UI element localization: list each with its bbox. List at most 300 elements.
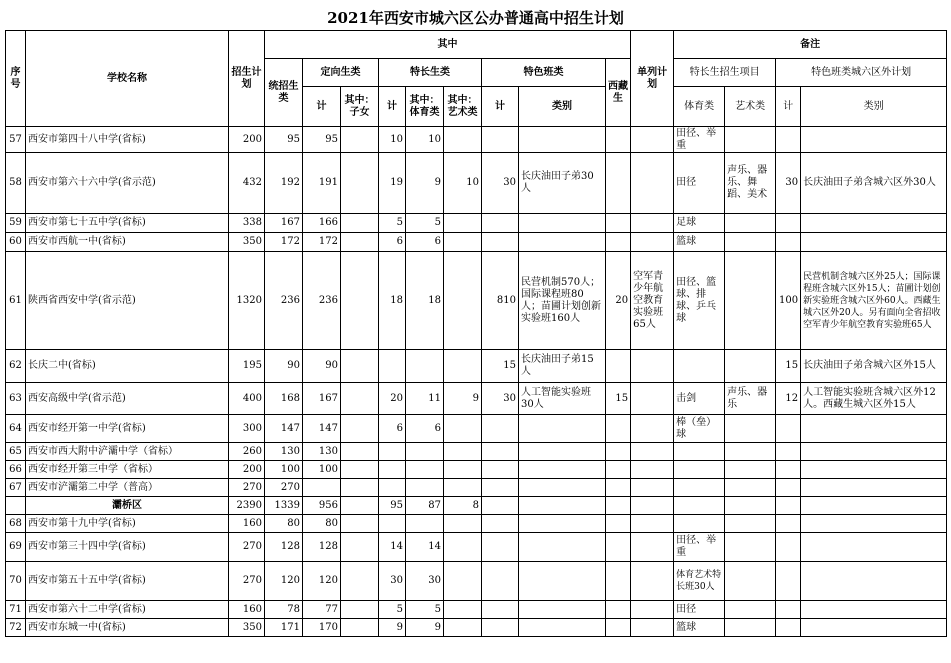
- cell-dx-total: 172: [303, 233, 341, 252]
- cell-note-art: [725, 619, 776, 637]
- table-row: [6, 153, 947, 214]
- cell-tongzhao: 270: [265, 479, 303, 497]
- cell-dx-total: [303, 479, 341, 497]
- cell-note-art: [725, 415, 776, 443]
- header-ts-total: 计: [482, 87, 519, 127]
- cell-tc-sport: 11: [406, 383, 444, 415]
- cell-ts-type: [519, 515, 606, 533]
- cell-dx-child: [341, 533, 379, 562]
- cell-ts-total: [482, 497, 519, 515]
- cell-tc-total: [379, 479, 406, 497]
- table-row: [6, 415, 947, 443]
- cell-xizang: [606, 562, 631, 601]
- cell-dx-total: 956: [303, 497, 341, 515]
- cell-out-total: [776, 127, 801, 153]
- cell-ts-total: [482, 233, 519, 252]
- cell-school: 西安市第五十五中学(省标): [26, 562, 229, 601]
- cell-danlie: [631, 233, 674, 252]
- cell-danlie: [631, 619, 674, 637]
- cell-ts-type: [519, 479, 606, 497]
- cell-ts-type: [519, 533, 606, 562]
- table-row: [6, 479, 947, 497]
- cell-ts-total: [482, 461, 519, 479]
- cell-dx-total: 128: [303, 533, 341, 562]
- cell-xizang: [606, 127, 631, 153]
- cell-out-type: [801, 214, 947, 233]
- table-row: [6, 461, 947, 479]
- cell-note-sport: 击剑: [674, 383, 725, 415]
- cell-dx-child: [341, 153, 379, 214]
- cell-tc-art: [444, 515, 482, 533]
- cell-seq: 65: [6, 443, 26, 461]
- cell-tc-sport: 14: [406, 533, 444, 562]
- cell-xizang: [606, 233, 631, 252]
- cell-out-total: [776, 461, 801, 479]
- cell-out-total: [776, 415, 801, 443]
- table-row: [6, 533, 947, 562]
- cell-xizang: [606, 153, 631, 214]
- cell-tc-art: [444, 252, 482, 350]
- cell-seq: 64: [6, 415, 26, 443]
- cell-plan: 270: [229, 533, 265, 562]
- cell-tongzhao: 80: [265, 515, 303, 533]
- cell-xizang: [606, 461, 631, 479]
- header-tc-total: 计: [379, 87, 406, 127]
- cell-district-name: 灞桥区: [26, 497, 229, 515]
- cell-note-sport: 棒（垒）球: [674, 415, 725, 443]
- header-tc-art: 其中：艺术类: [444, 87, 482, 127]
- cell-dx-child: [341, 479, 379, 497]
- cell-note-sport: 田径: [674, 153, 725, 214]
- cell-tc-total: 18: [379, 252, 406, 350]
- cell-tongzhao: 130: [265, 443, 303, 461]
- cell-danlie: [631, 214, 674, 233]
- cell-out-total: [776, 515, 801, 533]
- cell-danlie: [631, 443, 674, 461]
- cell-seq: 63: [6, 383, 26, 415]
- cell-out-total: 30: [776, 153, 801, 214]
- cell-dx-total: 80: [303, 515, 341, 533]
- cell-school: 西安市第六十六中学(省示范): [26, 153, 229, 214]
- cell-out-type: 民营机制含城六区外25人；国际课程班含城六区外15人；苗圃计划创新实验班含城六区外60人。西藏生城六区外20人。另有面向全省招收空军青少年航空教育实验班65人: [801, 252, 947, 350]
- cell-out-total: [776, 497, 801, 515]
- cell-tongzhao: 100: [265, 461, 303, 479]
- cell-dx-child: [341, 619, 379, 637]
- cell-out-type: [801, 533, 947, 562]
- cell-seq: 66: [6, 461, 26, 479]
- cell-tc-art: 10: [444, 153, 482, 214]
- cell-xizang: [606, 214, 631, 233]
- cell-dx-child: [341, 562, 379, 601]
- cell-out-type: [801, 601, 947, 619]
- cell-plan: 432: [229, 153, 265, 214]
- cell-dx-total: 166: [303, 214, 341, 233]
- cell-xizang: [606, 350, 631, 383]
- cell-out-type: [801, 619, 947, 637]
- cell-tc-sport: 6: [406, 415, 444, 443]
- cell-xizang: [606, 619, 631, 637]
- table-row: [6, 350, 947, 383]
- cell-seq: 61: [6, 252, 26, 350]
- header-danlie: 单列计划: [631, 31, 674, 127]
- header-beizhu: 备注: [674, 31, 947, 59]
- cell-seq: 69: [6, 533, 26, 562]
- cell-school: 西安市浐灞第二中学（普高）: [26, 479, 229, 497]
- header-qizhong: 其中: [265, 31, 631, 59]
- cell-note-art: [725, 515, 776, 533]
- cell-danlie: [631, 515, 674, 533]
- cell-note-sport: [674, 497, 725, 515]
- cell-tc-total: 5: [379, 214, 406, 233]
- cell-tc-total: 19: [379, 153, 406, 214]
- cell-tc-sport: 5: [406, 601, 444, 619]
- header-ts-type: 类别: [519, 87, 606, 127]
- cell-ts-type: [519, 415, 606, 443]
- cell-dx-total: 95: [303, 127, 341, 153]
- cell-ts-type: [519, 562, 606, 601]
- cell-tongzhao: 172: [265, 233, 303, 252]
- cell-school: 西安高级中学(省示范): [26, 383, 229, 415]
- cell-tc-sport: [406, 350, 444, 383]
- cell-note-sport: 田径、篮球、排球、乒乓球: [674, 252, 725, 350]
- cell-tc-total: [379, 461, 406, 479]
- cell-seq: 59: [6, 214, 26, 233]
- cell-out-type: [801, 515, 947, 533]
- cell-dx-child: [341, 383, 379, 415]
- cell-note-sport: [674, 443, 725, 461]
- cell-note-art: [725, 233, 776, 252]
- cell-school: 长庆二中(省标): [26, 350, 229, 383]
- cell-note-art: [725, 214, 776, 233]
- cell-ts-total: 30: [482, 383, 519, 415]
- cell-ts-type: [519, 214, 606, 233]
- cell-ts-total: [482, 562, 519, 601]
- cell-note-art: [725, 601, 776, 619]
- cell-seq: 67: [6, 479, 26, 497]
- cell-ts-type: 人工智能实验班30人: [519, 383, 606, 415]
- cell-seq: 62: [6, 350, 26, 383]
- cell-tc-sport: 10: [406, 127, 444, 153]
- cell-dx-child: [341, 515, 379, 533]
- cell-tongzhao: 90: [265, 350, 303, 383]
- cell-tongzhao: 1339: [265, 497, 303, 515]
- cell-dx-total: 147: [303, 415, 341, 443]
- page-title: 2021年西安市城六区公办普通高中招生计划: [327, 9, 624, 27]
- cell-tc-art: [444, 479, 482, 497]
- cell-tc-sport: 9: [406, 153, 444, 214]
- cell-plan: 270: [229, 479, 265, 497]
- cell-out-total: [776, 479, 801, 497]
- cell-seq: 70: [6, 562, 26, 601]
- table-row: [6, 443, 947, 461]
- cell-xizang: [606, 415, 631, 443]
- cell-plan: 195: [229, 350, 265, 383]
- cell-out-total: 100: [776, 252, 801, 350]
- cell-tc-sport: 9: [406, 619, 444, 637]
- cell-xizang: 15: [606, 383, 631, 415]
- cell-school: 西安市东城一中(省标): [26, 619, 229, 637]
- cell-out-total: [776, 233, 801, 252]
- cell-note-sport: [674, 479, 725, 497]
- cell-tc-total: [379, 443, 406, 461]
- cell-dx-child: [341, 350, 379, 383]
- cell-dx-total: 236: [303, 252, 341, 350]
- cell-tongzhao: 78: [265, 601, 303, 619]
- cell-out-type: [801, 233, 947, 252]
- cell-dx-total: 120: [303, 562, 341, 601]
- cell-tongzhao: 120: [265, 562, 303, 601]
- header-techang: 特长生类: [379, 59, 482, 87]
- cell-danlie: [631, 127, 674, 153]
- cell-plan: 200: [229, 127, 265, 153]
- cell-school: 陕西省西安中学(省示范): [26, 252, 229, 350]
- cell-school: 西安市第三十四中学(省标): [26, 533, 229, 562]
- cell-dx-total: 77: [303, 601, 341, 619]
- cell-tc-sport: [406, 479, 444, 497]
- cell-xizang: [606, 497, 631, 515]
- cell-tongzhao: 167: [265, 214, 303, 233]
- cell-danlie: [631, 497, 674, 515]
- cell-out-total: 15: [776, 350, 801, 383]
- cell-ts-type: [519, 443, 606, 461]
- cell-tc-art: [444, 415, 482, 443]
- cell-danlie: [631, 562, 674, 601]
- cell-out-total: [776, 443, 801, 461]
- cell-danlie: 空军青少年航空教育实验班65人: [631, 252, 674, 350]
- cell-danlie: [631, 415, 674, 443]
- cell-tc-total: 14: [379, 533, 406, 562]
- cell-plan: 350: [229, 233, 265, 252]
- table-row: [6, 515, 947, 533]
- table-row: [6, 619, 947, 637]
- cell-ts-total: [482, 127, 519, 153]
- cell-dx-child: [341, 252, 379, 350]
- cell-tc-total: 30: [379, 562, 406, 601]
- cell-tc-art: [444, 233, 482, 252]
- cell-out-total: [776, 214, 801, 233]
- header-tc-sport: 其中：体育类: [406, 87, 444, 127]
- header-out-total: 计: [776, 87, 801, 127]
- cell-xizang: [606, 533, 631, 562]
- cell-tc-art: [444, 601, 482, 619]
- header-ts-outside: 特色班类城六区外计划: [776, 59, 947, 87]
- cell-dx-child: [341, 233, 379, 252]
- table-row: [6, 383, 947, 415]
- cell-seq: 58: [6, 153, 26, 214]
- cell-tongzhao: 128: [265, 533, 303, 562]
- cell-ts-type: 民营机制570人；国际课程班80人；苗圃计划创新实验班160人: [519, 252, 606, 350]
- cell-ts-type: [519, 619, 606, 637]
- cell-xizang: [606, 515, 631, 533]
- cell-ts-total: [482, 415, 519, 443]
- cell-tc-art: [444, 619, 482, 637]
- cell-plan: 350: [229, 619, 265, 637]
- cell-ts-total: [482, 443, 519, 461]
- cell-plan: 260: [229, 443, 265, 461]
- cell-dx-total: 170: [303, 619, 341, 637]
- cell-danlie: [631, 383, 674, 415]
- cell-ts-type: 长庆油田子弟30人: [519, 153, 606, 214]
- cell-dx-child: [341, 214, 379, 233]
- cell-plan: 1320: [229, 252, 265, 350]
- cell-out-type: [801, 461, 947, 479]
- cell-school: 西安市西航一中(省标): [26, 233, 229, 252]
- cell-tc-art: [444, 443, 482, 461]
- cell-note-sport: [674, 515, 725, 533]
- header-xizang: 西藏生: [606, 59, 631, 127]
- district-row: [6, 497, 947, 515]
- cell-dx-child: [341, 497, 379, 515]
- cell-seq: 60: [6, 233, 26, 252]
- cell-school: 西安市第十九中学(省标): [26, 515, 229, 533]
- header-dx-total: 计: [303, 87, 341, 127]
- table-row: [6, 127, 947, 153]
- header-dx-child: 其中：子女: [341, 87, 379, 127]
- cell-ts-total: 15: [482, 350, 519, 383]
- cell-danlie: [631, 479, 674, 497]
- cell-out-total: [776, 619, 801, 637]
- cell-note-art: 声乐、器乐、舞蹈、美术: [725, 153, 776, 214]
- cell-ts-total: [482, 601, 519, 619]
- cell-note-sport: 篮球: [674, 619, 725, 637]
- header-note-art: 艺术类: [725, 87, 776, 127]
- cell-plan: 200: [229, 461, 265, 479]
- cell-tc-sport: 5: [406, 214, 444, 233]
- cell-note-sport: [674, 350, 725, 383]
- cell-tc-sport: [406, 461, 444, 479]
- cell-seq: 71: [6, 601, 26, 619]
- cell-ts-total: [482, 619, 519, 637]
- cell-dx-child: [341, 443, 379, 461]
- header-dingxiang: 定向生类: [303, 59, 379, 87]
- cell-ts-total: [482, 479, 519, 497]
- cell-out-type: [801, 562, 947, 601]
- cell-tongzhao: 168: [265, 383, 303, 415]
- cell-tc-sport: 6: [406, 233, 444, 252]
- cell-plan: 400: [229, 383, 265, 415]
- cell-plan: 2390: [229, 497, 265, 515]
- cell-tc-art: [444, 214, 482, 233]
- cell-note-art: 声乐、器乐: [725, 383, 776, 415]
- cell-tc-total: 20: [379, 383, 406, 415]
- cell-tongzhao: 147: [265, 415, 303, 443]
- cell-tc-total: 10: [379, 127, 406, 153]
- header-out-type: 类别: [801, 87, 947, 127]
- table-header: [6, 31, 947, 127]
- cell-out-type: 长庆油田子弟含城六区外30人: [801, 153, 947, 214]
- cell-tongzhao: 236: [265, 252, 303, 350]
- cell-danlie: [631, 461, 674, 479]
- cell-out-total: [776, 533, 801, 562]
- cell-note-art: [725, 562, 776, 601]
- cell-ts-total: 810: [482, 252, 519, 350]
- cell-note-art: [725, 350, 776, 383]
- cell-tc-sport: 18: [406, 252, 444, 350]
- cell-dx-child: [341, 127, 379, 153]
- cell-school: 西安市西大附中浐灞中学（省标）: [26, 443, 229, 461]
- header-note-sport: 体育类: [674, 87, 725, 127]
- cell-note-art: [725, 127, 776, 153]
- cell-dx-child: [341, 461, 379, 479]
- cell-note-sport: 篮球: [674, 233, 725, 252]
- cell-tc-art: 8: [444, 497, 482, 515]
- cell-tc-total: 5: [379, 601, 406, 619]
- cell-dx-total: 130: [303, 443, 341, 461]
- cell-ts-total: [482, 533, 519, 562]
- cell-dx-total: 90: [303, 350, 341, 383]
- enrollment-table: [5, 30, 947, 637]
- cell-tc-art: [444, 350, 482, 383]
- cell-out-type: [801, 127, 947, 153]
- cell-plan: 160: [229, 515, 265, 533]
- cell-ts-type: [519, 461, 606, 479]
- cell-ts-type: [519, 497, 606, 515]
- cell-tongzhao: 192: [265, 153, 303, 214]
- cell-tc-total: 9: [379, 619, 406, 637]
- cell-out-type: [801, 497, 947, 515]
- cell-school: 西安市第四十八中学(省标): [26, 127, 229, 153]
- cell-danlie: [631, 601, 674, 619]
- header-school: 学校名称: [26, 31, 229, 127]
- cell-note-art: [725, 479, 776, 497]
- cell-tc-total: [379, 350, 406, 383]
- cell-xizang: [606, 479, 631, 497]
- cell-plan: 270: [229, 562, 265, 601]
- cell-note-sport: 田径、举重: [674, 127, 725, 153]
- table-body: [6, 127, 947, 637]
- cell-out-type: [801, 415, 947, 443]
- cell-tc-art: [444, 127, 482, 153]
- cell-out-total: 12: [776, 383, 801, 415]
- cell-tc-sport: [406, 443, 444, 461]
- cell-ts-total: [482, 214, 519, 233]
- cell-ts-type: [519, 127, 606, 153]
- table-row: [6, 214, 947, 233]
- cell-tongzhao: 95: [265, 127, 303, 153]
- cell-out-type: [801, 479, 947, 497]
- cell-xizang: 20: [606, 252, 631, 350]
- cell-note-art: [725, 461, 776, 479]
- cell-note-sport: 田径、举重: [674, 533, 725, 562]
- cell-tc-total: [379, 515, 406, 533]
- cell-school: 西安市经开第三中学（省标）: [26, 461, 229, 479]
- cell-xizang: [606, 443, 631, 461]
- cell-ts-type: [519, 233, 606, 252]
- cell-plan: 338: [229, 214, 265, 233]
- cell-dx-child: [341, 601, 379, 619]
- cell-out-type: [801, 443, 947, 461]
- cell-tc-total: 6: [379, 415, 406, 443]
- cell-ts-type: [519, 601, 606, 619]
- cell-xizang: [606, 601, 631, 619]
- cell-tc-art: [444, 461, 482, 479]
- header-tongzhao: 统招生类: [265, 59, 303, 127]
- cell-note-sport: 田径: [674, 601, 725, 619]
- cell-note-sport: [674, 461, 725, 479]
- cell-ts-total: [482, 515, 519, 533]
- cell-danlie: [631, 350, 674, 383]
- table-row: [6, 601, 947, 619]
- cell-dx-total: 191: [303, 153, 341, 214]
- table-row: [6, 562, 947, 601]
- table-row: [6, 233, 947, 252]
- cell-note-art: [725, 533, 776, 562]
- header-plan: 招生计划: [229, 31, 265, 127]
- cell-note-sport: 足球: [674, 214, 725, 233]
- cell-danlie: [631, 533, 674, 562]
- cell-note-art: [725, 252, 776, 350]
- header-tese: 特色班类: [482, 59, 606, 87]
